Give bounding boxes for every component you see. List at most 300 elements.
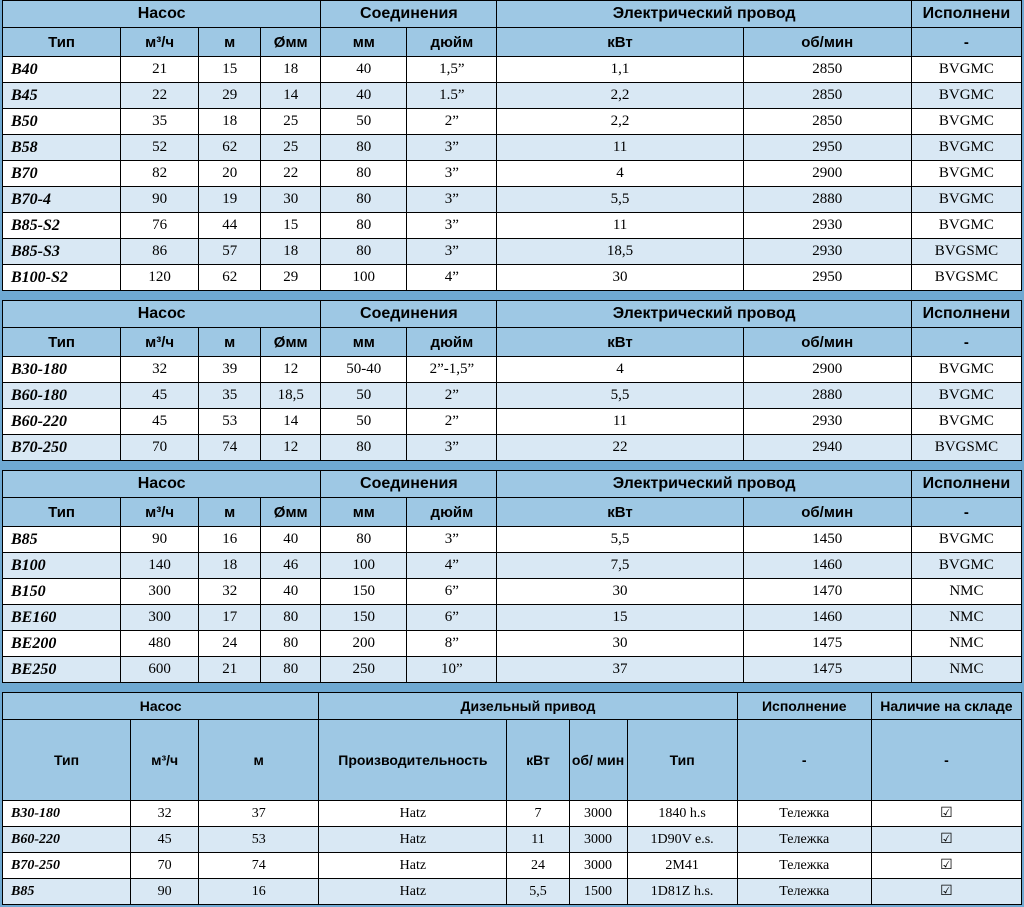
group-header-cell: Соединения [321,471,497,498]
data-cell: 18 [261,57,321,83]
column-header-cell: дюйм [407,498,497,527]
data-cell: NMC [911,657,1021,683]
data-cell: 2930 [743,213,911,239]
table-row [3,213,1022,239]
data-cell: 10” [407,657,497,683]
data-cell: 2850 [743,83,911,109]
data-cell: 2” [407,383,497,409]
pump-type-cell: B85 [3,527,121,553]
pump-type-cell: B70-250 [3,435,121,461]
group-header-cell: Электрический провод [497,1,911,28]
pump-type-cell: B30-180 [3,357,121,383]
pump-type-cell: B60-180 [3,383,121,409]
data-cell: 80 [261,631,321,657]
data-cell: 80 [321,135,407,161]
column-header-cell: м³/ч [121,498,199,527]
data-cell: 3000 [569,853,627,879]
data-cell: 30 [497,631,743,657]
data-cell: 150 [321,605,407,631]
table-row [3,187,1022,213]
data-cell: 70 [131,853,199,879]
data-cell: 2900 [743,357,911,383]
data-cell: 3” [407,161,497,187]
pump-type-cell: BE200 [3,631,121,657]
table-wrapper [0,300,1024,461]
data-cell: Тележка [737,801,871,827]
spec-table [2,300,1022,461]
table-spacer [0,291,1024,300]
data-cell: 74 [199,853,319,879]
data-cell: 40 [261,527,321,553]
data-cell: 150 [321,579,407,605]
pump-type-cell: B70 [3,161,121,187]
data-cell: BVGMC [911,187,1021,213]
data-cell: 1D81Z h.s. [627,879,737,905]
data-cell: 3” [407,435,497,461]
table-row [3,579,1022,605]
column-header-cell: - [737,720,871,801]
spec-table [2,692,1022,905]
table-column-header-row [3,498,1022,527]
data-cell: 37 [497,657,743,683]
data-cell: NMC [911,631,1021,657]
data-cell: 140 [121,553,199,579]
table-wrapper [0,470,1024,683]
data-cell: 19 [199,187,261,213]
column-header-cell: кВт [497,328,743,357]
data-cell: 35 [121,109,199,135]
data-cell: 52 [121,135,199,161]
data-cell: 40 [321,83,407,109]
column-header-cell: дюйм [407,28,497,57]
data-cell: 1,5” [407,57,497,83]
data-cell: 100 [321,553,407,579]
column-header-cell: Тип [3,28,121,57]
data-cell: 15 [199,57,261,83]
data-cell: 80 [321,435,407,461]
data-cell: 100 [321,265,407,291]
table-row [3,161,1022,187]
data-cell: 12 [261,435,321,461]
data-cell: 12 [261,357,321,383]
data-cell: 1450 [743,527,911,553]
data-cell: 5,5 [507,879,569,905]
pump-type-cell: BE250 [3,657,121,683]
column-header-cell: Øмм [261,498,321,527]
data-cell: BVGMC [911,213,1021,239]
column-header-cell: кВт [497,498,743,527]
data-cell: 600 [121,657,199,683]
column-header-cell: мм [321,28,407,57]
data-cell: 80 [321,161,407,187]
data-cell: Тележка [737,827,871,853]
data-cell: Hatz [319,827,507,853]
data-cell: 2” [407,109,497,135]
column-header-cell: мм [321,328,407,357]
group-header-cell: Насос [3,693,319,720]
column-header-cell: м [199,498,261,527]
group-header-cell: Исполнени [911,1,1021,28]
pump-type-cell: B85-S2 [3,213,121,239]
data-cell: 44 [199,213,261,239]
table-row [3,265,1022,291]
data-cell: Hatz [319,801,507,827]
data-cell: 1,1 [497,57,743,83]
column-header-cell: м [199,720,319,801]
data-cell: 18,5 [497,239,743,265]
table-row [3,383,1022,409]
data-cell: 80 [321,527,407,553]
data-cell: 3” [407,187,497,213]
data-cell: BVGSMC [911,239,1021,265]
data-cell: 62 [199,135,261,161]
data-cell: 53 [199,409,261,435]
table-column-header-row [3,328,1022,357]
data-cell: 1.5” [407,83,497,109]
column-header-cell: кВт [507,720,569,801]
data-cell: 7 [507,801,569,827]
pump-type-cell: B60-220 [3,827,131,853]
data-cell: 2,2 [497,83,743,109]
data-cell: 25 [261,135,321,161]
data-cell: 3000 [569,801,627,827]
table-row [3,357,1022,383]
column-header-cell: Производительность [319,720,507,801]
data-cell: 90 [121,527,199,553]
data-cell: 1460 [743,605,911,631]
data-cell: 17 [199,605,261,631]
data-cell: 76 [121,213,199,239]
data-cell: 200 [321,631,407,657]
column-header-cell: об/мин [743,28,911,57]
group-header-cell: Исполнение [737,693,871,720]
data-cell: BVGSMC [911,435,1021,461]
data-cell: 32 [131,801,199,827]
data-cell: 2880 [743,187,911,213]
pump-type-cell: B150 [3,579,121,605]
table-row [3,527,1022,553]
data-cell: 4” [407,265,497,291]
data-cell: 20 [199,161,261,187]
column-header-cell: Тип [3,328,121,357]
data-cell: 3000 [569,827,627,853]
table-row [3,239,1022,265]
spec-table [2,470,1022,683]
pump-type-cell: B30-180 [3,801,131,827]
group-header-cell: Насос [3,301,321,328]
table-row [3,57,1022,83]
data-cell: 15 [497,605,743,631]
data-cell: 50-40 [321,357,407,383]
group-header-cell: Наличие на складе [871,693,1021,720]
column-header-cell: м³/ч [121,328,199,357]
data-cell: BVGMC [911,357,1021,383]
data-cell: 90 [121,187,199,213]
data-cell: 2930 [743,409,911,435]
data-cell: 40 [261,579,321,605]
pump-type-cell: B100-S2 [3,265,121,291]
data-cell: 2”-1,5” [407,357,497,383]
data-cell: 5,5 [497,383,743,409]
data-cell: 40 [321,57,407,83]
data-cell: 2930 [743,239,911,265]
group-header-cell: Исполнени [911,471,1021,498]
data-cell: 11 [507,827,569,853]
table-row [3,657,1022,683]
in-stock-checkbox[interactable]: ☑ [871,853,1021,879]
data-cell: 30 [497,579,743,605]
data-cell: 1840 h.s [627,801,737,827]
column-header-cell: - [911,328,1021,357]
data-cell: 5,5 [497,187,743,213]
column-header-cell: дюйм [407,328,497,357]
data-cell: 74 [199,435,261,461]
data-cell: 62 [199,265,261,291]
data-cell: 25 [261,109,321,135]
group-header-cell: Исполнени [911,301,1021,328]
column-header-cell: кВт [497,28,743,57]
data-cell: 14 [261,409,321,435]
data-cell: 300 [121,605,199,631]
table-row [3,553,1022,579]
data-cell: 30 [261,187,321,213]
column-header-cell: - [871,720,1021,801]
table-spacer [0,461,1024,470]
table-wrapper [0,692,1024,905]
data-cell: 14 [261,83,321,109]
data-cell: 4 [497,357,743,383]
data-cell: 4 [497,161,743,187]
table-row [3,605,1022,631]
data-cell: 1D90V e.s. [627,827,737,853]
data-cell: BVGMC [911,135,1021,161]
pump-type-cell: B40 [3,57,121,83]
data-cell: 57 [199,239,261,265]
data-cell: 80 [261,657,321,683]
data-cell: 50 [321,383,407,409]
column-header-cell: Тип [3,498,121,527]
table-row [3,409,1022,435]
data-cell: 50 [321,409,407,435]
pump-type-cell: B50 [3,109,121,135]
table-row [3,853,1022,879]
pump-type-cell: B70-4 [3,187,121,213]
data-cell: 39 [199,357,261,383]
data-cell: 37 [199,801,319,827]
column-header-cell: об/мин [743,328,911,357]
column-header-cell: Тип [3,720,131,801]
data-cell: 32 [199,579,261,605]
data-cell: 18,5 [261,383,321,409]
pump-type-cell: B85-S3 [3,239,121,265]
pump-type-cell: B70-250 [3,853,131,879]
in-stock-checkbox[interactable]: ☑ [871,879,1021,905]
group-header-cell: Насос [3,1,321,28]
data-cell: 2900 [743,161,911,187]
table-group-header-row [3,693,1022,720]
group-header-cell: Насос [3,471,321,498]
data-cell: 6” [407,579,497,605]
column-header-cell: м³/ч [121,28,199,57]
data-cell: 8” [407,631,497,657]
data-cell: 35 [199,383,261,409]
data-cell: 1475 [743,657,911,683]
data-cell: BVGMC [911,383,1021,409]
data-cell: BVGMC [911,553,1021,579]
table-row [3,801,1022,827]
data-cell: 3” [407,527,497,553]
data-cell: 22 [497,435,743,461]
data-cell: 80 [261,605,321,631]
data-cell: BVGMC [911,109,1021,135]
data-cell: 4” [407,553,497,579]
data-cell: BVGMC [911,57,1021,83]
column-header-cell: мм [321,498,407,527]
table-wrapper [0,0,1024,291]
data-cell: 1460 [743,553,911,579]
data-cell: 50 [321,109,407,135]
data-cell: 21 [121,57,199,83]
data-cell: 6” [407,605,497,631]
data-cell: 2,2 [497,109,743,135]
data-cell: Тележка [737,853,871,879]
data-cell: 2950 [743,135,911,161]
in-stock-checkbox[interactable]: ☑ [871,801,1021,827]
group-header-cell: Дизельный привод [319,693,737,720]
group-header-cell: Соединения [321,1,497,28]
column-header-cell: Øмм [261,328,321,357]
pump-type-cell: B60-220 [3,409,121,435]
table-row [3,631,1022,657]
data-cell: NMC [911,579,1021,605]
data-cell: 70 [121,435,199,461]
data-cell: 1500 [569,879,627,905]
data-cell: 11 [497,409,743,435]
data-cell: 120 [121,265,199,291]
column-header-cell: - [911,498,1021,527]
table-row [3,827,1022,853]
data-cell: BVGMC [911,409,1021,435]
column-header-cell: Øмм [261,28,321,57]
data-cell: 2850 [743,109,911,135]
table-row [3,135,1022,161]
data-cell: Тележка [737,879,871,905]
data-cell: 30 [497,265,743,291]
data-cell: 80 [321,213,407,239]
table-row [3,879,1022,905]
data-cell: 82 [121,161,199,187]
data-cell: 45 [121,409,199,435]
group-header-cell: Соединения [321,301,497,328]
table-group-header-row [3,1,1022,28]
data-cell: 11 [497,135,743,161]
data-cell: 18 [261,239,321,265]
data-cell: 3” [407,239,497,265]
data-cell: 2850 [743,57,911,83]
spec-table [2,0,1022,291]
data-cell: 7,5 [497,553,743,579]
column-header-cell: м³/ч [131,720,199,801]
data-cell: 3” [407,135,497,161]
data-cell: 1475 [743,631,911,657]
table-row [3,435,1022,461]
table-column-header-row [3,720,1022,801]
data-cell: 32 [121,357,199,383]
data-cell: 300 [121,579,199,605]
column-header-cell: - [911,28,1021,57]
data-cell: 3” [407,213,497,239]
table-row [3,83,1022,109]
data-cell: 22 [121,83,199,109]
data-cell: 5,5 [497,527,743,553]
data-cell: 45 [131,827,199,853]
data-cell: 2950 [743,265,911,291]
table-group-header-row [3,301,1022,328]
data-cell: BVGSMC [911,265,1021,291]
data-cell: 16 [199,527,261,553]
data-cell: 11 [497,213,743,239]
data-cell: NMC [911,605,1021,631]
data-cell: 18 [199,553,261,579]
data-cell: 2” [407,409,497,435]
data-cell: 1470 [743,579,911,605]
table-group-header-row [3,471,1022,498]
data-cell: 90 [131,879,199,905]
data-cell: 29 [199,83,261,109]
data-cell: Hatz [319,879,507,905]
data-cell: 86 [121,239,199,265]
data-cell: BVGMC [911,527,1021,553]
column-header-cell: об/мин [743,498,911,527]
data-cell: 18 [199,109,261,135]
column-header-cell: Тип [627,720,737,801]
pump-type-cell: B100 [3,553,121,579]
data-cell: 250 [321,657,407,683]
column-header-cell: м [199,28,261,57]
data-cell: 24 [507,853,569,879]
data-cell: 24 [199,631,261,657]
data-cell: 29 [261,265,321,291]
column-header-cell: м [199,328,261,357]
pump-type-cell: B45 [3,83,121,109]
pump-type-cell: B85 [3,879,131,905]
data-cell: 22 [261,161,321,187]
column-header-cell: об/ мин [569,720,627,801]
data-cell: 2940 [743,435,911,461]
group-header-cell: Электрический провод [497,301,911,328]
data-cell: 46 [261,553,321,579]
pump-type-cell: B58 [3,135,121,161]
pump-type-cell: BE160 [3,605,121,631]
data-cell: 80 [321,239,407,265]
table-row [3,109,1022,135]
data-cell: 80 [321,187,407,213]
data-cell: BVGMC [911,161,1021,187]
data-cell: 16 [199,879,319,905]
in-stock-checkbox[interactable]: ☑ [871,827,1021,853]
data-cell: 2880 [743,383,911,409]
data-cell: BVGMC [911,83,1021,109]
data-cell: 21 [199,657,261,683]
data-cell: Hatz [319,853,507,879]
table-spacer [0,683,1024,692]
data-cell: 53 [199,827,319,853]
data-cell: 480 [121,631,199,657]
data-cell: 45 [121,383,199,409]
data-cell: 2M41 [627,853,737,879]
table-column-header-row [3,28,1022,57]
group-header-cell: Электрический провод [497,471,911,498]
